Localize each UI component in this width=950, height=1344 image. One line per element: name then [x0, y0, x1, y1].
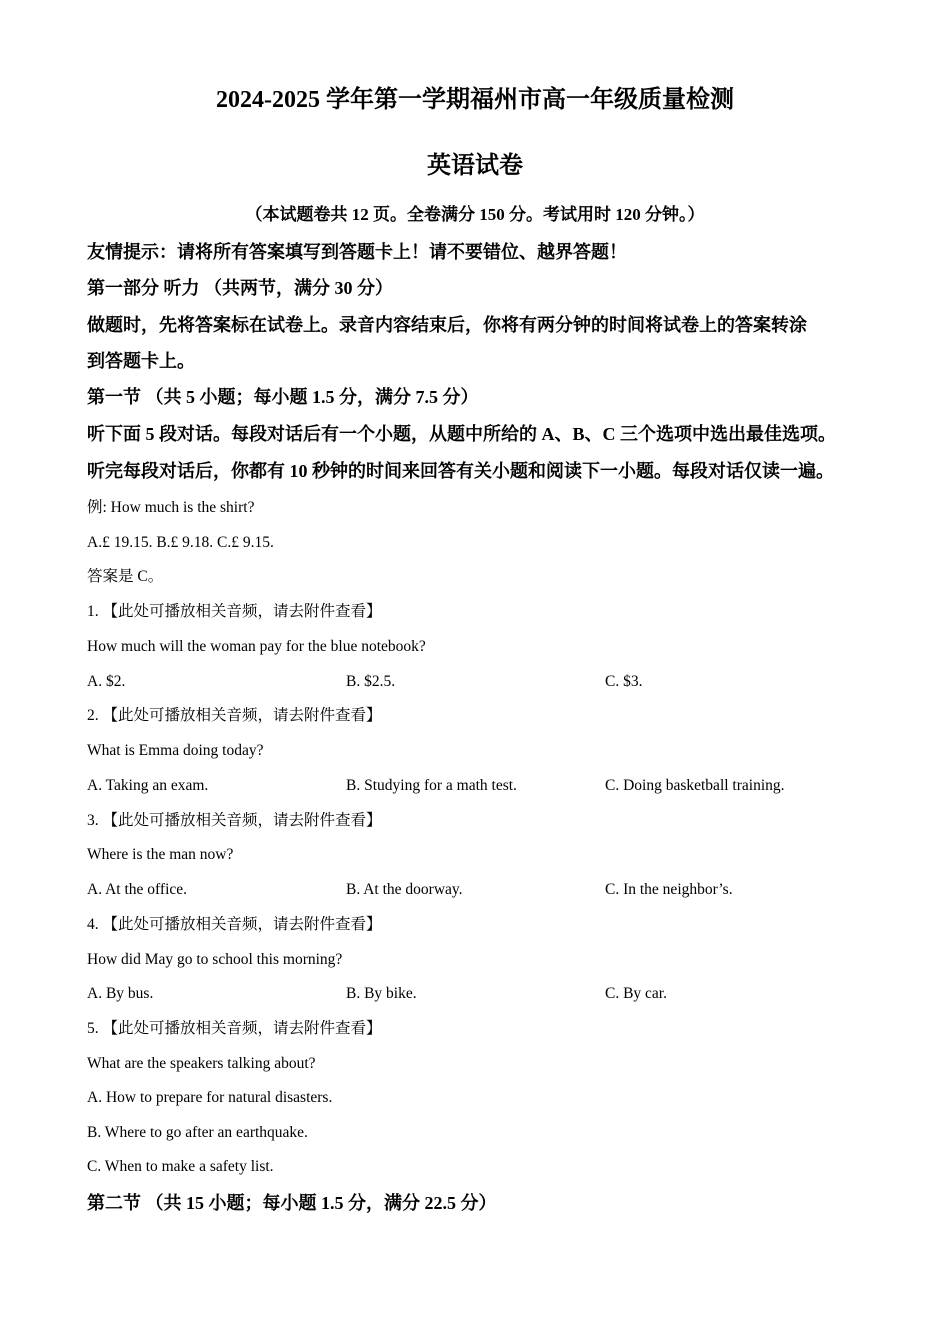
option-c: C. Doing basketball training.	[605, 777, 785, 794]
option-b: B. By bike.	[346, 985, 417, 1002]
exam-subject: 英语试卷	[427, 153, 523, 179]
audio-placeholder[interactable]: 4. 【此处可播放相关音频，请去附件查看】	[87, 916, 382, 933]
section1-heading: 第一节 （共 5 小题；每小题 1.5 分，满分 7.5 分）	[87, 387, 479, 407]
exam-info: （本试题卷共 12 页。全卷满分 150 分。考试用时 120 分钟。）	[245, 205, 705, 224]
question-stem: What are the speakers talking about?	[87, 1055, 316, 1072]
example-options: A.£ 19.15. B.£ 9.18. C.£ 9.15.	[87, 534, 274, 551]
section1-instruction-2: 听完每段对话后，你都有 10 秒钟的时间来回答有关小题和阅读下一小题。每段对话仅读一遍。	[87, 461, 834, 481]
audio-placeholder[interactable]: 1. 【此处可播放相关音频，请去附件查看】	[87, 603, 382, 620]
option-c: C. $3.	[605, 673, 643, 690]
section2-heading: 第二节 （共 15 小题；每小题 1.5 分，满分 22.5 分）	[87, 1193, 497, 1213]
option-a: A. At the office.	[87, 881, 188, 898]
question-stem: What is Emma doing today?	[87, 742, 264, 759]
option-b: B. At the doorway.	[346, 881, 463, 898]
option-c: C. By car.	[605, 985, 667, 1002]
question-stem: How much will the woman pay for the blue notebook?	[87, 638, 426, 655]
option-a: A. By bus.	[87, 985, 154, 1002]
question-stem: How did May go to school this morning?	[87, 951, 343, 968]
notice: 友情提示：请将所有答案填写到答题卡上！请不要错位、越界答题！	[87, 242, 627, 262]
option-a: A. Taking an exam.	[87, 777, 209, 794]
part1-instruction-2: 到答题卡上。	[87, 351, 195, 371]
section1-instruction-1: 听下面 5 段对话。每段对话后有一个小题，从题中所给的 A、B、C 三个选项中选出最佳选项。	[87, 424, 836, 444]
option-c: C. In the neighbor’s.	[605, 881, 733, 898]
question-stem: Where is the man now?	[87, 846, 234, 863]
audio-placeholder[interactable]: 2. 【此处可播放相关音频，请去附件查看】	[87, 707, 382, 724]
option-b: B. Where to go after an earthquake.	[87, 1124, 308, 1141]
part1-heading: 第一部分 听力 （共两节，满分 30 分）	[87, 278, 393, 298]
audio-placeholder[interactable]: 3. 【此处可播放相关音频，请去附件查看】	[87, 812, 382, 829]
option-c: C. When to make a safety list.	[87, 1158, 274, 1175]
option-a: A. $2.	[87, 673, 126, 690]
option-b: B. $2.5.	[346, 673, 396, 690]
option-a: A. How to prepare for natural disasters.	[87, 1089, 333, 1106]
example-question: 例: How much is the shirt?	[87, 499, 255, 516]
audio-placeholder[interactable]: 5. 【此处可播放相关音频，请去附件查看】	[87, 1020, 382, 1037]
exam-title: 2024-2025 学年第一学期福州市高一年级质量检测	[216, 87, 734, 113]
option-b: B. Studying for a math test.	[346, 777, 517, 794]
part1-instruction-1: 做题时，先将答案标在试卷上。录音内容结束后，你将有两分钟的时间将试卷上的答案转涂	[87, 315, 807, 335]
example-answer: 答案是 C。	[87, 568, 164, 585]
